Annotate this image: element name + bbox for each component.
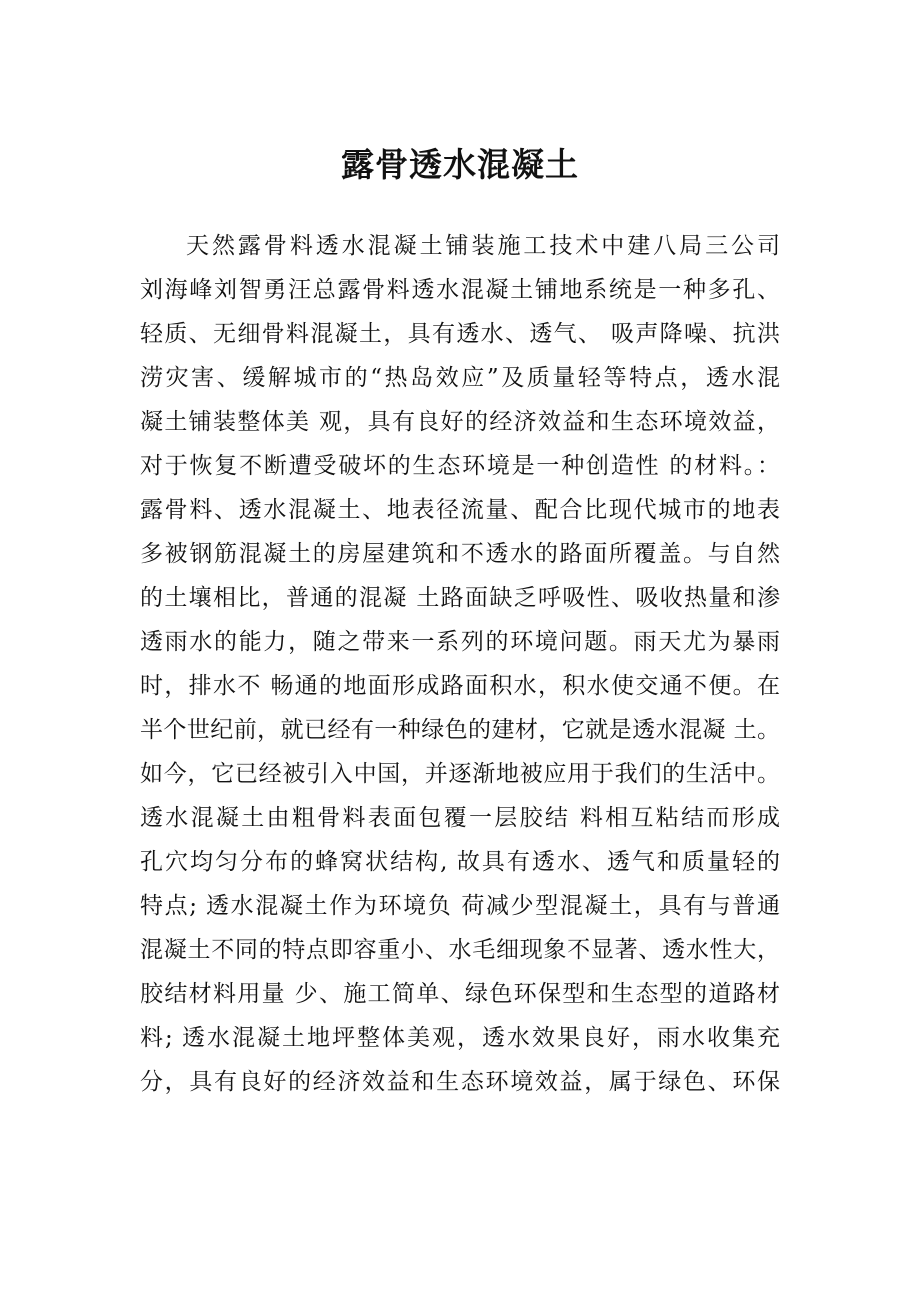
body-line: 透水混凝土由粗骨料表面包覆一层胶结 料相互粘结而形成 bbox=[140, 805, 780, 831]
body-line: 的土壤相比，普通的混凝 土路面缺乏呼吸性、吸收热量和渗 bbox=[140, 585, 780, 611]
body-line: 混凝土不同的特点即容重小、水毛细现象不显著、透水性大， bbox=[140, 937, 780, 963]
body-line: 透雨水的能力，随之带来一系列的环境问题。雨天尤为暴雨 bbox=[140, 629, 780, 655]
body-line: 半个世纪前，就已经有一种绿色的建材，它就是透水混凝 土。 bbox=[140, 717, 780, 743]
body-line: 胶结材料用量 少、施工简单、绿色环保型和生态型的道路材 bbox=[140, 981, 780, 1007]
body-line: 料; 透水混凝土地坪整体美观，透水效果良好，雨水收集充 bbox=[140, 1025, 780, 1051]
document-body bbox=[140, 224, 780, 1104]
body-line: 涝灾害、缓解城市的“热岛效应”及质量轻等特点，透水混 bbox=[140, 365, 780, 391]
body-line: 对于恢复不断遭受破坏的生态环境是一种创造性 的材料。： bbox=[140, 453, 780, 479]
body-line: 特点; 透水混凝土作为环境负 荷减少型混凝土，具有与普通 bbox=[140, 893, 780, 919]
body-line: 刘海峰刘智勇汪总露骨料透水混凝土铺地系统是一种多孔、 bbox=[140, 277, 780, 303]
body-line: 凝土铺装整体美 观，具有良好的经济效益和生态环境效益， bbox=[140, 409, 780, 435]
body-line: 多被钢筋混凝土的房屋建筑和不透水的路面所覆盖。与自然 bbox=[140, 541, 780, 567]
body-line: 孔穴均匀分布的蜂窝状结构, 故具有透水、透气和质量轻的 bbox=[140, 849, 780, 875]
body-line: 天然露骨料透水混凝土铺装施工技术中建八局三公司 bbox=[186, 233, 780, 259]
body-line: 分，具有良好的经济效益和生态环境效益，属于绿色、环保 bbox=[140, 1069, 780, 1095]
body-line: 如今，它已经被引入中国，并逐渐地被应用于我们的生活中。 bbox=[140, 761, 780, 787]
body-line: 时，排水不 畅通的地面形成路面积水，积水使交通不便。在 bbox=[140, 673, 780, 699]
document-title: 露骨透水混凝土 bbox=[341, 145, 579, 184]
body-line: 轻质、无细骨料混凝土，具有透水、透气、 吸声降噪、抗洪 bbox=[140, 321, 780, 347]
body-line: 露骨料、透水混凝土、地表径流量、配合比现代城市的地表 bbox=[140, 497, 780, 523]
